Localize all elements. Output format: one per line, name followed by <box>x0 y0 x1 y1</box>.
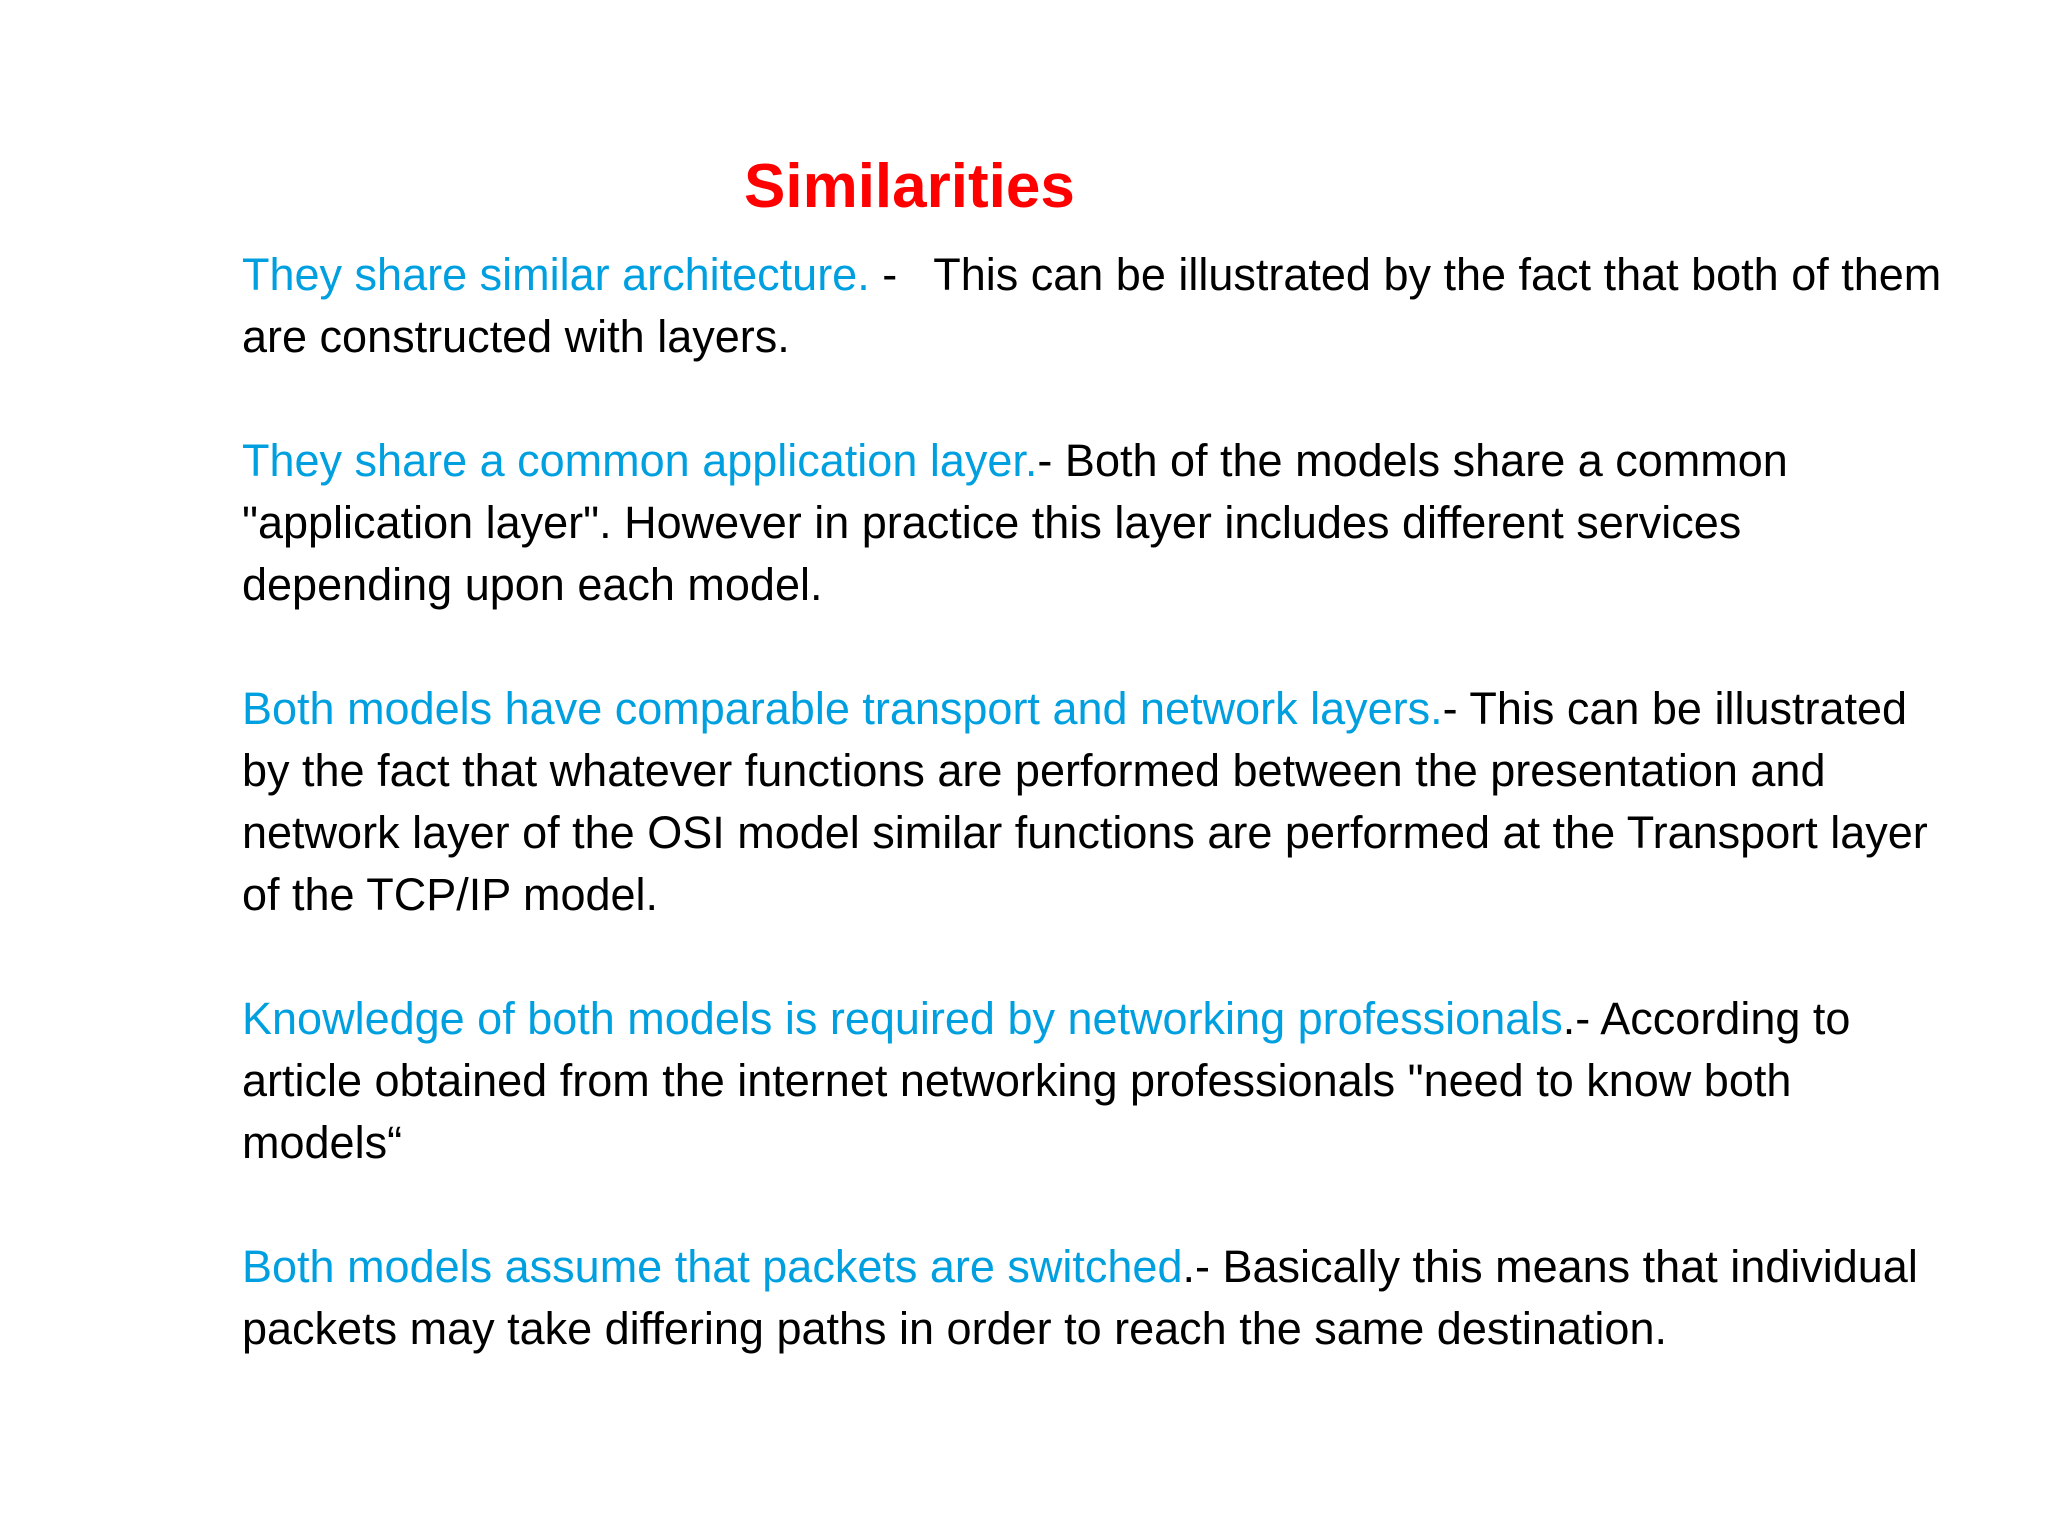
point-text: Basically this means that individual packets may take differing paths in order to reach the same destination. <box>242 1241 1918 1354</box>
point-text: According to article obtained from the internet networking professionals "need to know both models“ <box>242 993 1851 1168</box>
point-lead: Both models have comparable transport and network layers. <box>242 683 1443 734</box>
point-separator: - <box>1442 683 1458 734</box>
point-lead: They share similar architecture. <box>242 249 870 300</box>
point-text: Both of the models share a common "application layer". However in practice this layer includes different services depending upon each model. <box>242 435 1788 610</box>
point-lead: Knowledge of both models is required by networking professionals <box>242 993 1563 1044</box>
point-application-layer <box>242 430 1952 616</box>
point-text: This can be illustrated by the fact that whatever functions are performed between the presentation and network layer of the OSI model similar functions are performed at the Transport layer of the TCP/IP model. <box>242 683 1928 920</box>
point-lead: They share a common application layer. <box>242 435 1038 486</box>
slide-content <box>242 244 1952 1360</box>
point-transport-network <box>242 678 1952 926</box>
point-packet-switching <box>242 1236 1952 1360</box>
point-lead: Both models assume that packets are switched <box>242 1241 1183 1292</box>
point-architecture <box>242 244 1952 368</box>
point-knowledge <box>242 988 1952 1174</box>
slide-title: Similarities <box>744 152 1075 221</box>
point-separator: .- <box>1562 993 1591 1044</box>
point-separator: .- <box>1182 1241 1210 1292</box>
point-separator: - <box>1037 435 1053 486</box>
point-text: This can be illustrated by the fact that both of them are constructed with layers. <box>242 249 1942 362</box>
point-separator: - <box>869 249 898 300</box>
